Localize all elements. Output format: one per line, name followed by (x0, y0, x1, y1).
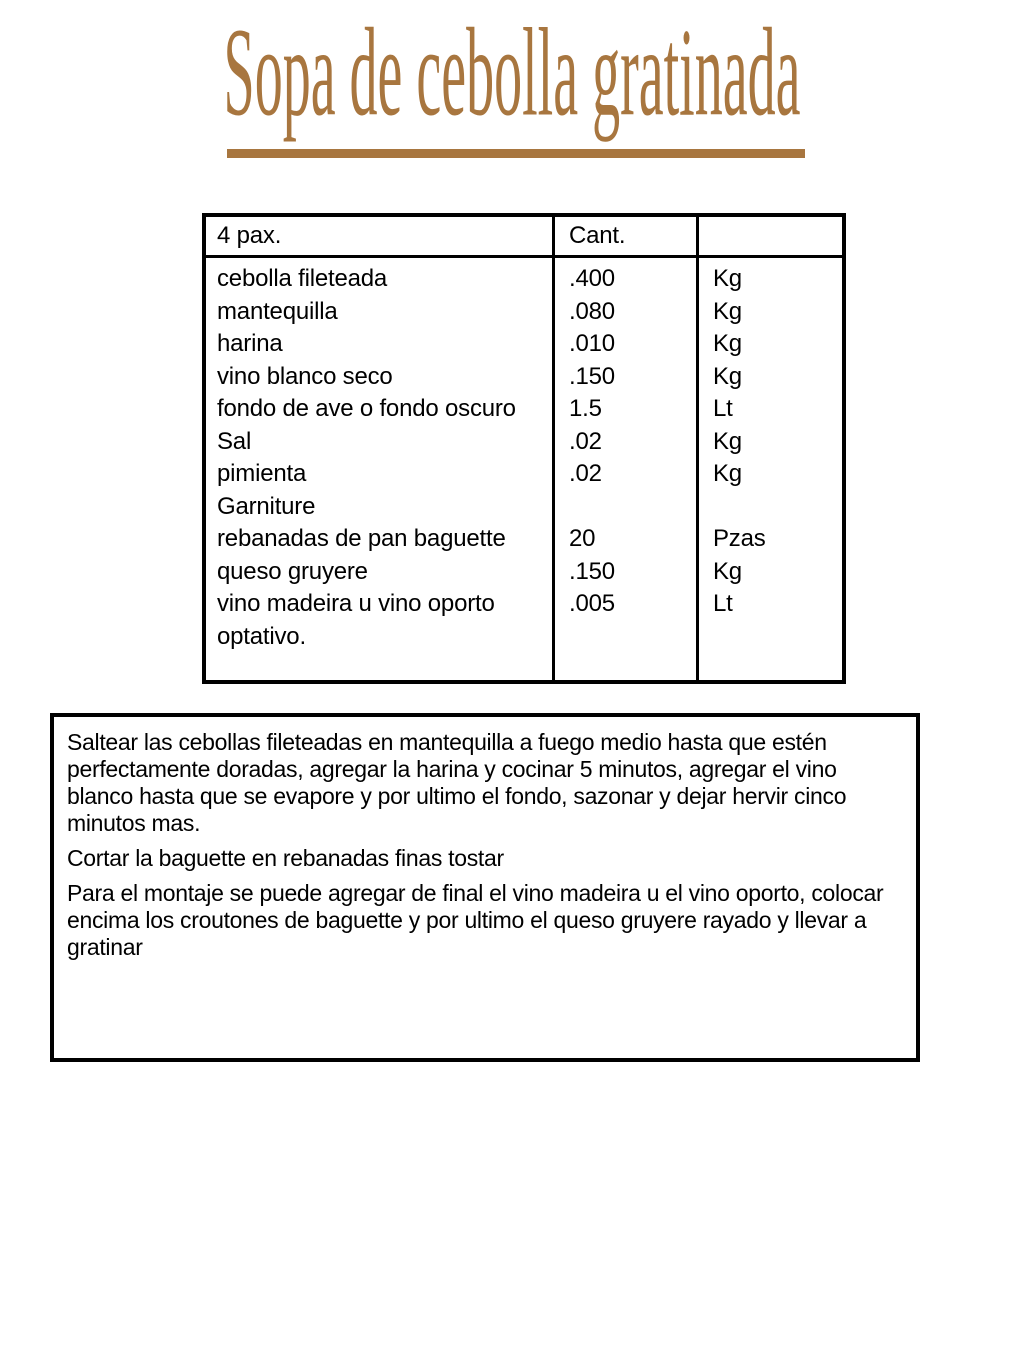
ingredient-qty (552, 491, 696, 524)
ingredient-qty: .400 (552, 258, 696, 296)
column-header-pax: 4 pax. (206, 217, 552, 258)
column-header-unit (696, 217, 842, 258)
ingredient-qty: 1.5 (552, 393, 696, 426)
ingredient-qty: .150 (552, 556, 696, 589)
ingredient-name: mantequilla (217, 297, 338, 325)
ingredient-name: vino madeira u vino oporto optativo. (217, 590, 495, 650)
ingredient-unit (696, 491, 842, 524)
instruction-paragraph: Saltear las cebollas fileteadas en mantequilla a fuego medio hasta que estén perfectamente doradas, agregar la harina y cocinar 5 minutos, agregar el vino blanco hasta que se evapore y por ultimo el fondo, sazonar y dejar hervir cinco minutos mas. (67, 729, 847, 836)
ingredient-unit: Kg (696, 458, 842, 491)
ingredient-qty: .010 (552, 328, 696, 361)
column-header-cant: Cant. (552, 217, 696, 258)
ingredient-unit: Pzas (696, 523, 842, 556)
table-filler-cell (206, 653, 552, 680)
ingredient-qty: .02 (552, 426, 696, 459)
ingredient-name: pimienta (217, 460, 307, 487)
instruction-paragraph: Para el montaje se puede agregar de final el vino madeira u el vino oporto, colocar encima los croutones de baguette y por ultimo el queso gruyere rayado y llevar a gratinar (67, 880, 884, 960)
ingredient-qty: 20 (552, 523, 696, 556)
ingredient-unit: Lt (696, 588, 842, 653)
ingredient-name: queso gruyere (217, 557, 368, 585)
ingredient-qty: .005 (552, 588, 696, 653)
ingredient-unit: Kg (696, 361, 842, 394)
ingredient-unit: Kg (696, 296, 842, 329)
table-filler-cell (696, 653, 842, 680)
ingredient-name: cebolla fileteada (217, 265, 388, 292)
instructions-box (50, 713, 920, 1062)
ingredient-name: rebanadas de pan baguette (217, 525, 506, 552)
instruction-paragraph: Cortar la baguette en rebanadas finas tostar (67, 845, 504, 871)
ingredients-table (202, 213, 846, 684)
table-filler-cell (552, 653, 696, 680)
ingredient-qty: .080 (552, 296, 696, 329)
ingredient-unit: Kg (696, 426, 842, 459)
ingredient-qty: .150 (552, 361, 696, 394)
ingredient-name: Sal (217, 427, 252, 455)
ingredient-unit: Lt (696, 393, 842, 426)
page-title: Sopa de cebolla gratinada (223, 3, 801, 143)
ingredient-unit: Kg (696, 328, 842, 361)
title-underline (227, 149, 805, 158)
ingredient-qty: .02 (552, 458, 696, 491)
ingredient-name: vino blanco seco (217, 362, 393, 390)
ingredient-name: fondo de ave o fondo oscuro (217, 395, 516, 422)
ingredient-name: Garniture (217, 492, 316, 520)
ingredient-name: harina (217, 330, 283, 357)
ingredient-unit: Kg (696, 258, 842, 296)
ingredient-unit: Kg (696, 556, 842, 589)
